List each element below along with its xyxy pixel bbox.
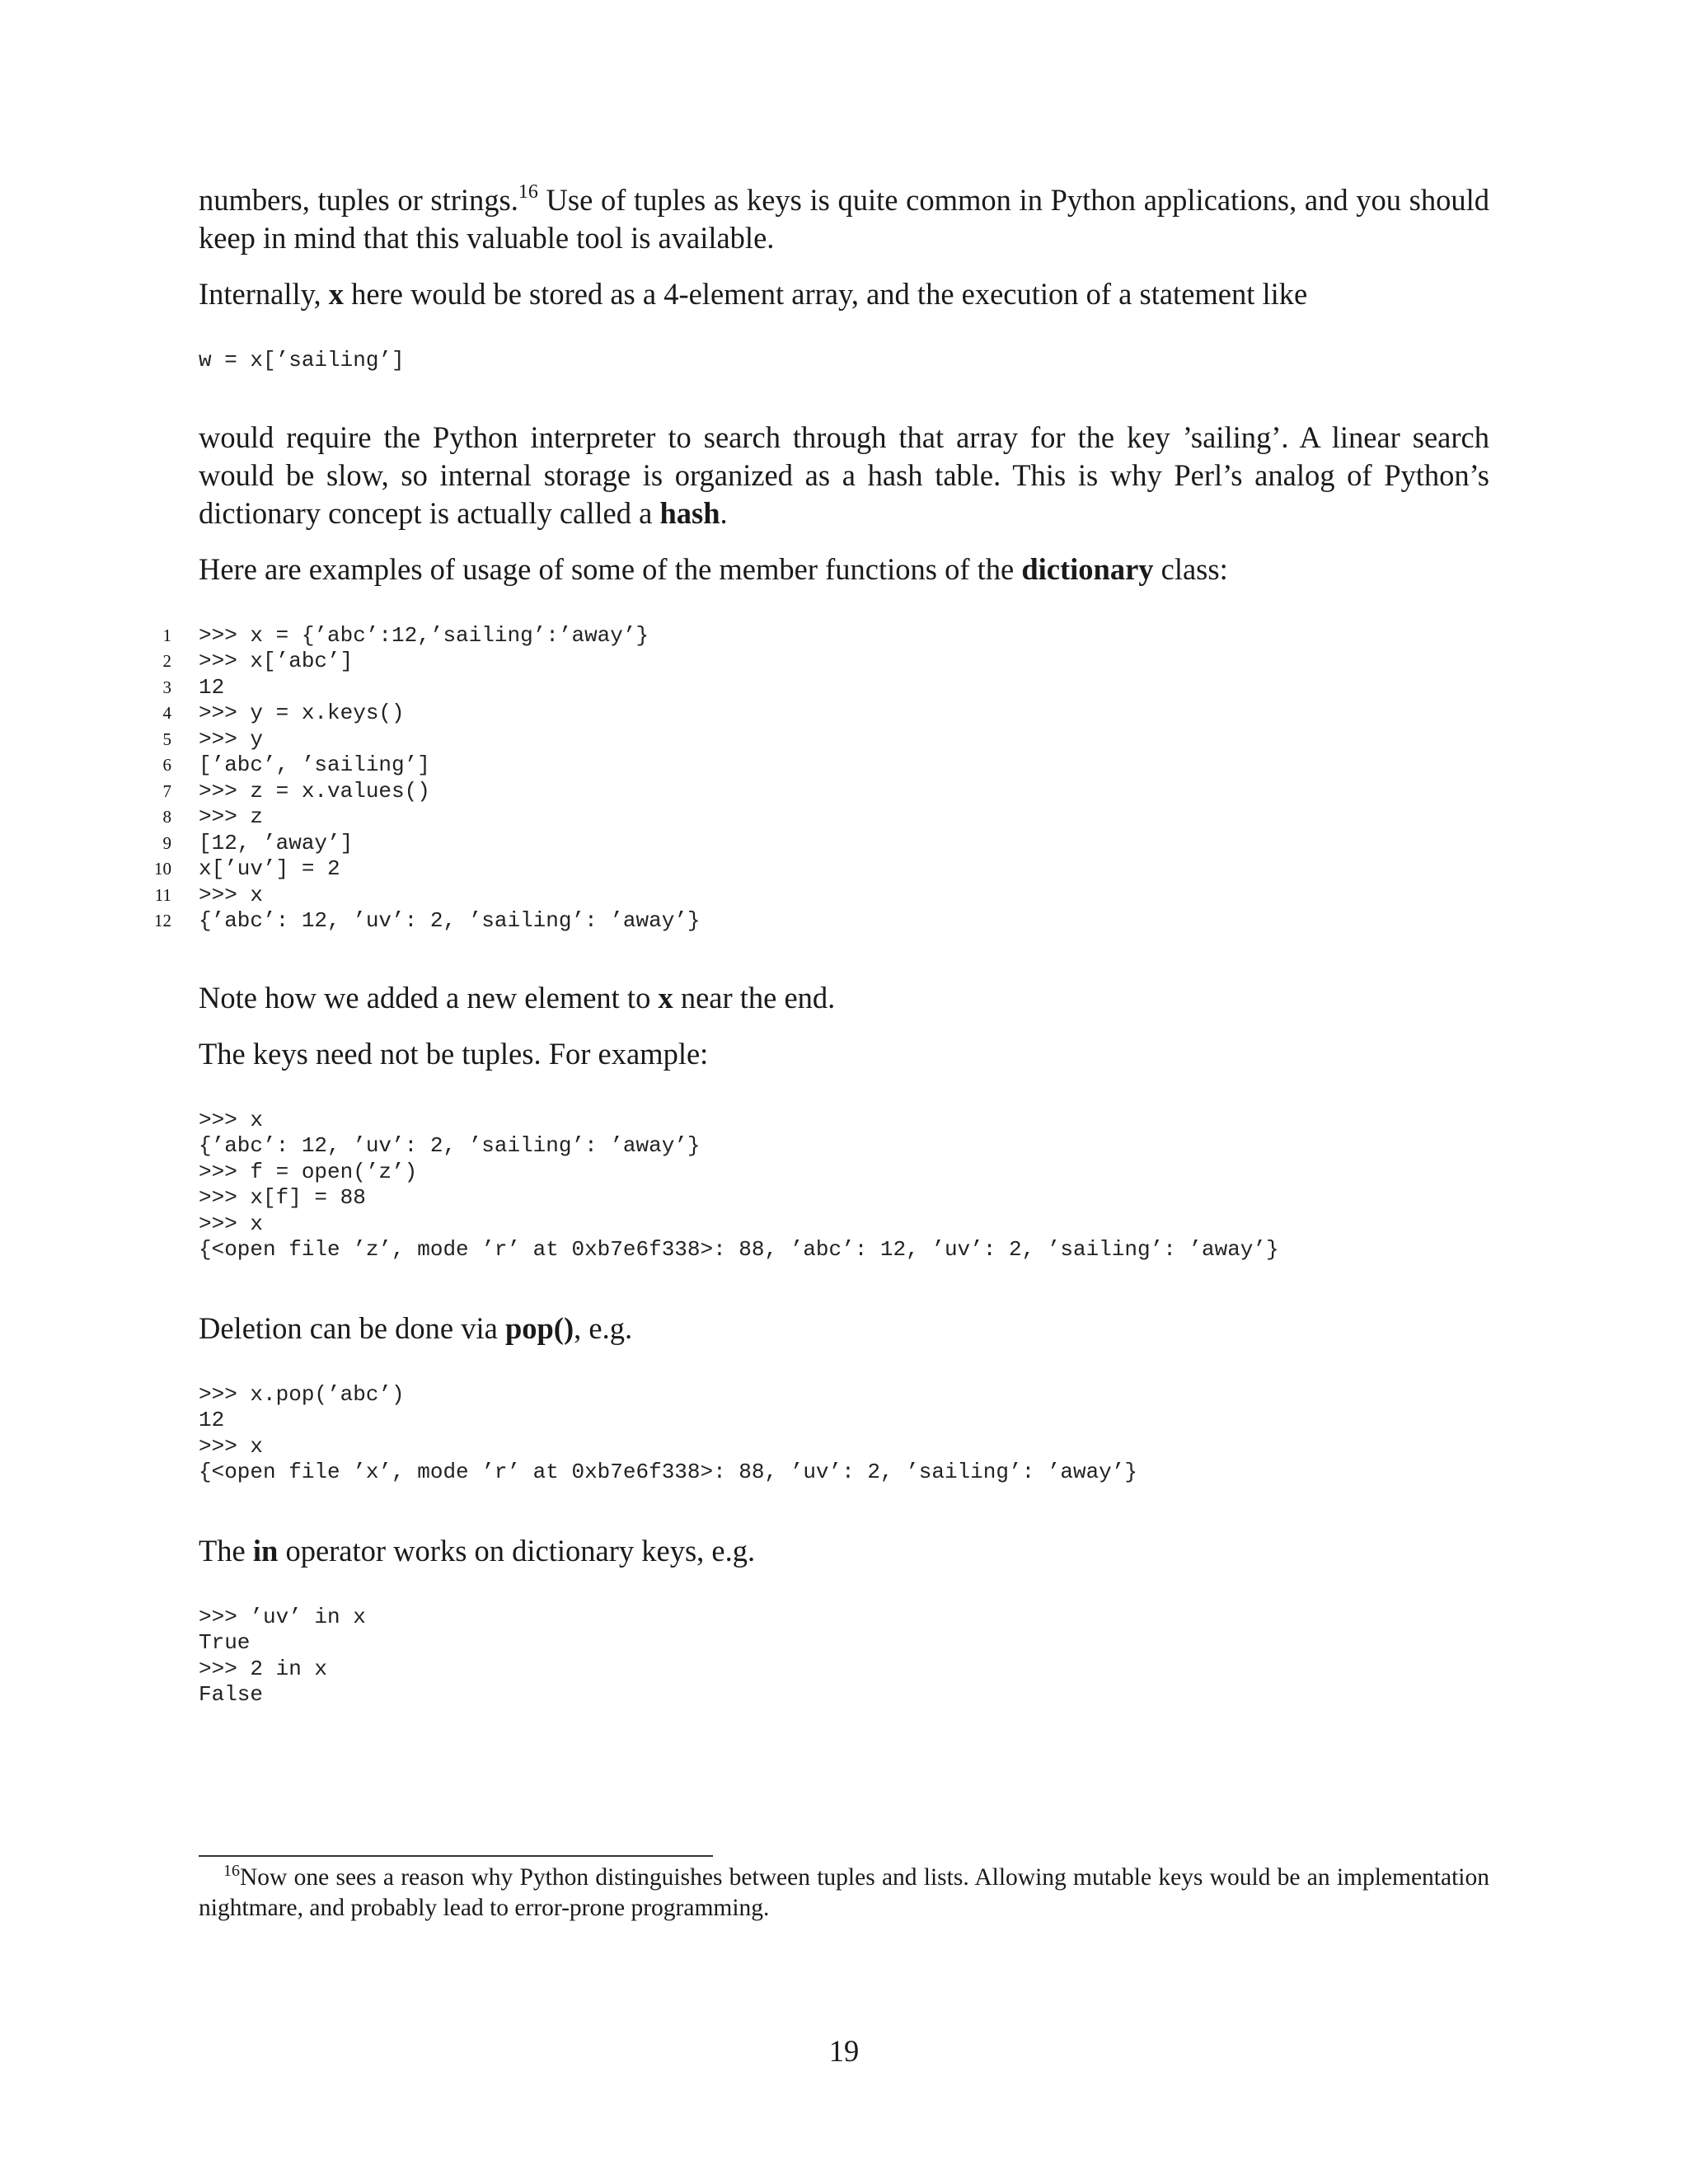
paragraph-member-functions: [199, 551, 1489, 588]
text: Here are examples of usage of some of the member functions of the: [199, 551, 1022, 586]
text: here would be stored as a 4-element array, and the execution of a statement like: [344, 277, 1308, 311]
code-line: [162, 778, 1489, 805]
code-line: [162, 649, 1489, 675]
line-number: 6: [162, 755, 171, 775]
footnote-text: Now one sees a reason why Python distinguishes between tuples and lists. Allowing mutable keys would be an implementation nightmare, and probably lead to error-prone programming.: [199, 1864, 1489, 1921]
text: , e.g.: [574, 1310, 633, 1345]
paragraph-keys-not-tuples: The keys need not be tuples. For example:: [199, 1036, 709, 1071]
bold-term: x: [658, 980, 673, 1015]
code-line: 12: [199, 1408, 225, 1432]
footnote-reference: 16: [518, 180, 538, 203]
text: Internally,: [199, 277, 329, 311]
code-block-file-key: [199, 1108, 1489, 1263]
text: operator works on dictionary keys, e.g.: [278, 1533, 756, 1568]
bold-term: pop(): [504, 1310, 574, 1345]
code-block-pop: [199, 1382, 1489, 1486]
code-line: False: [199, 1682, 264, 1707]
bold-term: x: [328, 277, 345, 311]
text: would require the Python interpreter to search through that array for the key ’sailing’. A linear search would be slow, so internal storage is organized as a hash table. This is why Perl’s analog of Python’s dictionary concept is actually called a: [199, 419, 1489, 530]
paragraph-deletion: [199, 1310, 1489, 1347]
code-line: [162, 726, 1489, 753]
code-line: [162, 674, 1489, 701]
bold-term: in: [252, 1533, 279, 1568]
code-line: [162, 752, 1489, 779]
code-line: [154, 908, 1489, 935]
line-number: 9: [162, 832, 171, 853]
line-number: 1: [162, 625, 171, 645]
footnote-mark: 16: [223, 1862, 240, 1881]
line-number: 10: [154, 859, 171, 879]
code-text: x[’uv’] = 2: [199, 856, 340, 881]
code-line: [162, 804, 1489, 831]
code-text: >>> z = x.values(): [199, 778, 430, 804]
code-block-numbered: [154, 622, 1489, 935]
text: class:: [1153, 551, 1228, 586]
code-line: w = x[’sailing’]: [199, 348, 405, 373]
code-line: True: [199, 1630, 251, 1655]
line-number: 2: [162, 651, 171, 671]
code-line: {<open file ’x’, mode ’r’ at 0xb7e6f338>: 88, ’uv’: 2, ’sailing’: ’away’}: [199, 1460, 1137, 1484]
text: .: [720, 495, 728, 530]
code-line: >>> 2 in x: [199, 1656, 328, 1681]
code-text: >>> x[’abc’]: [199, 649, 354, 673]
code-text: 12: [199, 674, 225, 700]
code-line: >>> f = open(’z’): [199, 1159, 418, 1184]
paragraph-internal-storage: [199, 275, 1489, 313]
line-number: 7: [162, 780, 171, 801]
code-text: [12, ’away’]: [199, 830, 354, 855]
code-block-statement: [199, 348, 1489, 374]
line-number: 4: [162, 703, 171, 723]
code-text: >>> y = x.keys(): [199, 701, 405, 725]
line-number: 8: [162, 807, 171, 827]
code-text: >>> x: [199, 882, 264, 907]
code-line: >>> x[f] = 88: [199, 1185, 366, 1210]
bold-term: dictionary: [1021, 551, 1154, 586]
code-text: >>> z: [199, 804, 264, 829]
paragraph-tuples-as-keys: [199, 181, 1489, 257]
line-number: 11: [154, 884, 171, 905]
code-line: [162, 830, 1489, 857]
code-line: >>> x: [199, 1107, 264, 1132]
code-line: {<open file ’z’, mode ’r’ at 0xb7e6f338>: 88, ’abc’: 12, ’uv’: 2, ’sailing’: ’away’}: [199, 1237, 1279, 1262]
footnote-rule: [199, 1855, 713, 1857]
line-number: 3: [162, 677, 171, 697]
code-line: >>> x.pop(’abc’): [199, 1381, 405, 1407]
footnote: [199, 1863, 1489, 1924]
paragraph-new-element: [199, 979, 1489, 1017]
code-text: >>> x = {’abc’:12,’sailing’:’away’}: [199, 622, 649, 648]
text: near the end.: [673, 980, 836, 1015]
body-column: [154, 180, 1489, 1708]
text: Note how we added a new element to: [199, 980, 659, 1015]
code-line: [154, 882, 1489, 909]
code-line: [162, 701, 1489, 727]
code-text: {’abc’: 12, ’uv’: 2, ’sailing’: ’away’}: [199, 908, 701, 933]
code-line: >>> x: [199, 1433, 264, 1459]
line-number: 12: [154, 911, 171, 930]
paragraph-hash-table: [199, 419, 1489, 532]
bold-term: hash: [659, 495, 720, 530]
text: Deletion can be done via: [199, 1310, 505, 1345]
code-line: {’abc’: 12, ’uv’: 2, ’sailing’: ’away’}: [199, 1133, 701, 1158]
line-number: 5: [162, 729, 171, 749]
paragraph-in-operator: [199, 1532, 1489, 1570]
code-line: >>> x: [199, 1211, 264, 1236]
code-line: [162, 622, 1489, 649]
code-line: [154, 856, 1489, 883]
code-block-in: [199, 1605, 1489, 1708]
text: Use of tuples as keys is quite common in Python applications, and you should keep in mind that this valuable tool is available.: [199, 183, 1489, 255]
code-text: [’abc’, ’sailing’]: [199, 752, 430, 777]
text: The: [199, 1533, 253, 1568]
code-line: >>> ’uv’ in x: [199, 1604, 366, 1629]
code-text: >>> y: [199, 726, 264, 752]
text: numbers, tuples or strings.: [199, 183, 518, 217]
page-number: 19: [828, 2034, 860, 2068]
